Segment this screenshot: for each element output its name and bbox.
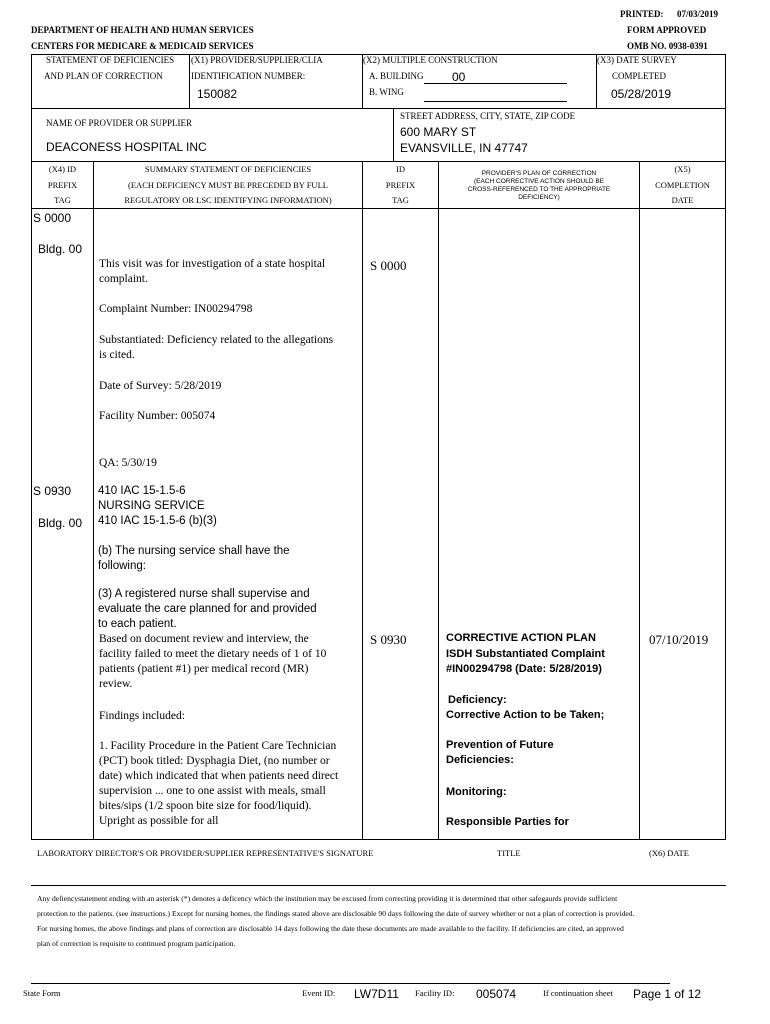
disclaimer-text: Any defiencystatement ending with an asterisk (*) denotes a deficency which the institution may be excused from correcting providing it is determined that other safegaurds provide sufficient protection to the patients. (see instructions.) Except for nursing homes, the findings stated above are disclosable 90 days following the date of survey whether or not a plan of correction is provided. For nursing homes, the above findings and plans of correction are disclosable 14 days following the date these documents are made available to the facility. If deficiencies are cited, an approved plan of correction is requisite to continued program participation.	[37, 894, 635, 948]
x1-label-1: (X1) PROVIDER/SUPPLIER/CLIA	[191, 55, 323, 65]
x5-completion-label: COMPLETION	[655, 180, 710, 190]
x4-tag-label: TAG	[54, 195, 71, 205]
statement-label-1: STATEMENT OF DEFICIENCIES	[46, 55, 175, 65]
city-state-zip: EVANSVILLE, IN 47747	[400, 141, 528, 155]
prefix-tag-s0000: S 0000	[33, 211, 72, 225]
based-on-review: Based on document review and interview, the facility failed to meet the dietary needs of 1 of 10 patients (patient #1) per medical record (MR) review.	[99, 633, 327, 690]
event-id-label: Event ID:	[302, 988, 336, 998]
findings-included: Findings included:	[99, 710, 185, 722]
id-tag-s0930: S 0930	[370, 632, 407, 647]
x3-label-1: (X3) DATE SURVEY	[597, 55, 677, 65]
id-prefix-label: PREFIX	[385, 180, 416, 190]
continuation-label: If continuation sheet	[543, 988, 613, 998]
state-form-label: State Form	[23, 988, 61, 998]
facility-id-label: Facility ID:	[415, 988, 455, 998]
cap-prevention-1: Prevention of Future	[446, 739, 554, 751]
substantiated-statement: Substantiated: Deficiency related to the allegations is cited.	[99, 334, 334, 361]
regulation-line-1: 410 IAC 15-1.5-6	[98, 485, 186, 497]
building-tag-1: Bldg. 00	[38, 242, 83, 256]
complaint-number: Complaint Number: IN00294798	[99, 303, 253, 315]
printed-label: PRINTED:	[620, 9, 664, 19]
plan-header-3: CROSS-REFERENCED TO THE APPROPRIATE	[467, 186, 611, 193]
prefix-tag-s0930: S 0930	[33, 484, 72, 498]
summary-header-2: (EACH DEFICIENCY MUST BE PRECEDED BY FULL	[128, 180, 328, 190]
statement-label-2: AND PLAN OF CORRECTION	[44, 71, 163, 81]
id-tag-label: TAG	[392, 195, 409, 205]
building-label: A. BUILDING	[369, 71, 424, 81]
plan-header-1: PROVIDER'S PLAN OF CORRECTION	[481, 170, 597, 177]
facility-number: Facility Number: 005074	[99, 410, 216, 422]
cap-title: CORRECTIVE ACTION PLAN	[446, 632, 596, 644]
cap-corrective-action: Corrective Action to be Taken;	[446, 709, 605, 721]
cap-deficiency: Deficiency:	[448, 694, 507, 706]
building-value: 00	[452, 70, 466, 84]
x3-label-2: COMPLETED	[612, 71, 666, 81]
form-approved: FORM APPROVED	[627, 25, 707, 35]
provider-id-value: 150082	[197, 87, 238, 101]
plan-header-2: (EACH CORRECTIVE ACTION SHOULD BE	[473, 178, 605, 185]
event-id-value: LW7D11	[354, 987, 399, 1001]
wing-label: B. WING	[369, 87, 404, 97]
omb-number: OMB NO. 0938-0391	[627, 41, 708, 51]
regulation-line-2: NURSING SERVICE	[98, 500, 205, 512]
x4-prefix-label: PREFIX	[47, 180, 78, 190]
id-tag-s0000: S 0000	[370, 258, 407, 273]
cap-isdh: ISDH Substantiated Complaint	[446, 648, 605, 660]
visit-statement: This visit was for investigation of a state hospital complaint.	[99, 258, 326, 285]
provider-name: DEACONESS HOSPITAL INC	[46, 140, 207, 154]
finding-item-1: 1. Facility Procedure in the Patient Care Technician (PCT) book titled: Dysphagia Diet, (no number or date) which indicated that when patients need direct supervision ... one to one assist with meals, small bites/sips (1/2 spoon bite size for food/liquid). Upright as possible for all	[99, 740, 339, 827]
x2-label: (X2) MULTIPLE CONSTRUCTION	[363, 55, 498, 65]
summary-header-3: REGULATORY OR LSC IDENTIFYING INFORMATION)	[124, 195, 332, 205]
building-tag-2: Bldg. 00	[38, 516, 83, 530]
survey-completed-date: 05/28/2019	[611, 87, 672, 101]
facility-id-value: 005074	[476, 987, 517, 1001]
plan-header-4: DEFICIENCY)	[518, 194, 560, 201]
printed-date: 07/03/2019	[677, 9, 719, 19]
qa-date: QA: 5/30/19	[99, 457, 157, 469]
date-of-survey: Date of Survey: 5/28/2019	[99, 380, 222, 392]
street-address: 600 MARY ST	[400, 125, 477, 139]
cap-responsible-parties: Responsible Parties for	[446, 816, 569, 828]
regulation-3: (3) A registered nurse shall supervise and evaluate the care planned for and provided to each patient.	[98, 588, 317, 630]
title-label: TITLE	[497, 848, 521, 858]
provider-name-label: NAME OF PROVIDER OR SUPPLIER	[46, 118, 193, 128]
centers-title: CENTERS FOR MEDICARE & MEDICAID SERVICES	[31, 41, 254, 51]
x6-date-label: (X6) DATE	[649, 848, 689, 858]
department-title: DEPARTMENT OF HEALTH AND HUMAN SERVICES	[31, 25, 254, 35]
page-number: Page 1 of 12	[633, 987, 702, 1001]
cap-monitoring: Monitoring:	[446, 786, 507, 798]
completion-date: 07/10/2019	[649, 632, 709, 647]
x4-id-label: (X4) ID	[48, 164, 77, 174]
x5-date-label: DATE	[671, 195, 694, 205]
regulation-line-3: 410 IAC 15-1.5-6 (b)(3)	[98, 515, 217, 527]
x1-label-2: IDENTIFICATION NUMBER:	[191, 71, 306, 81]
cap-prevention-2: Deficiencies:	[446, 754, 514, 766]
address-label: STREET ADDRESS, CITY, STATE, ZIP CODE	[400, 111, 576, 121]
x5-label: (X5)	[674, 164, 691, 174]
summary-header-1: SUMMARY STATEMENT OF DEFICIENCIES	[144, 164, 312, 174]
cap-complaint-number: #IN00294798 (Date: 5/28/2019)	[446, 663, 602, 675]
signature-label: LABORATORY DIRECTOR'S OR PROVIDER/SUPPLIER REPRESENTATIVE'S SIGNATURE	[37, 848, 374, 858]
regulation-b: (b) The nursing service shall have the following:	[98, 545, 290, 572]
id-label: ID	[396, 164, 405, 174]
